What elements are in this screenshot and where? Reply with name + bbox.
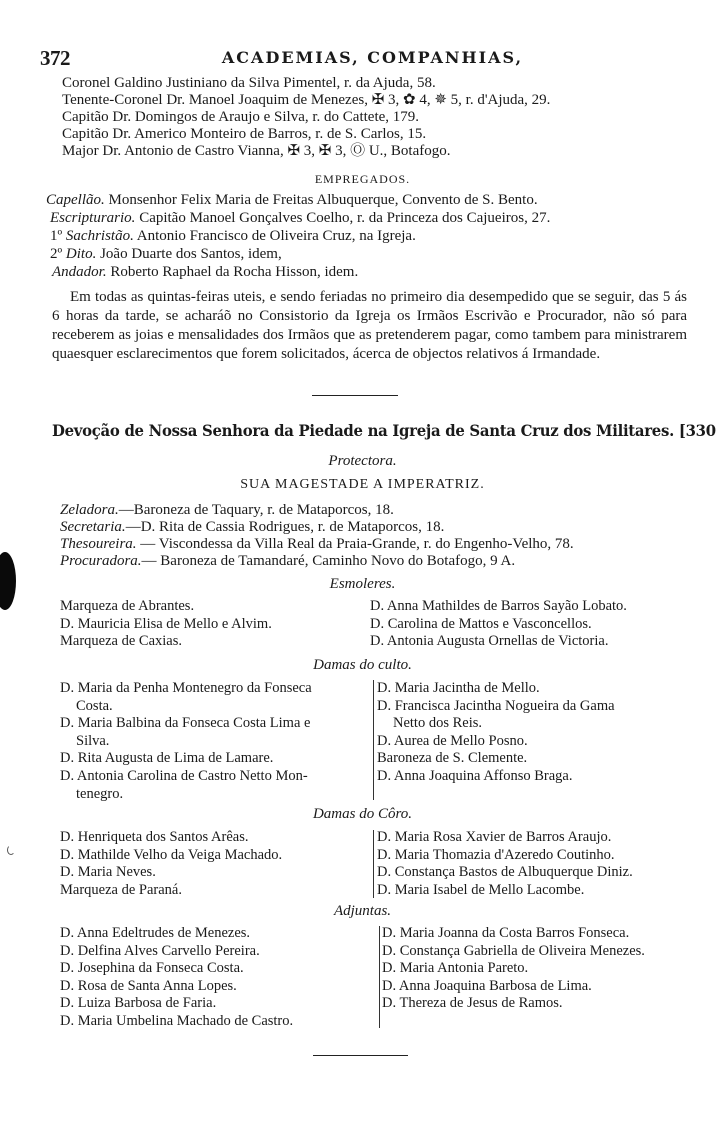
officer-line: Capitão Dr. Americo Monteiro de Barros, r. de S. Carlos, 15. bbox=[62, 126, 427, 142]
list-item: D. Henriqueta dos Santos Arêas. bbox=[60, 829, 249, 845]
list-item: D. Anna Joaquina Barbosa de Lima. bbox=[382, 977, 592, 994]
devocao-officer bbox=[60, 502, 394, 519]
section-title bbox=[52, 421, 716, 440]
esmoleres-heading: Esmoleres. bbox=[329, 576, 396, 592]
protectora-label: Protectora. bbox=[328, 453, 397, 469]
role-label: Procuradora. bbox=[60, 553, 142, 569]
adjuntas-right bbox=[382, 925, 645, 1013]
list-item: D. Maria Antonia Pareto. bbox=[382, 960, 529, 977]
list-item: D. Constança Bastos de Albuquerque Diniz. bbox=[377, 864, 633, 881]
list-item: D. Constança Gabriella de Oliveira Menezes. bbox=[382, 942, 645, 959]
section-divider bbox=[312, 395, 398, 396]
empregado-line bbox=[50, 246, 282, 263]
role-text: — Baroneza de Tamandaré, Caminho Novo do Botafogo, 9 A. bbox=[141, 553, 516, 569]
column-divider bbox=[373, 680, 374, 800]
notice-paragraph: Em todas as quintas-feiras uteis, e sendo feriadas no primeiro dia desempedido que se seguir, das 5 ás 6 horas da tarde, se acharáõ no Consistorio da Igreja os Irmãos Escrivão e Procurador, não só para receberem as joias e mensalidades dos Irmãos que as pretenderem pagar, como tambem para ministrarem quaesquer esclarecimentos que forem solicitados, ácerca de objectos relativos á Irmandade. bbox=[52, 289, 687, 362]
list-item: D. Josephina da Fonseca Costa. bbox=[60, 960, 244, 977]
list-item: D. Maria Joanna da Costa Barros Fonseca. bbox=[382, 925, 630, 941]
officer-line: Tenente-Coronel Dr. Manoel Joaquim de Menezes, ✠ 3, ✿ 4, ✵ 5, r. d'Ajuda, 29. bbox=[62, 92, 551, 108]
role-text: — Viscondessa da Villa Real da Praia-Grande, r. do Engenho-Velho, 78. bbox=[140, 536, 574, 552]
list-item-continued: Costa. bbox=[76, 697, 113, 714]
role-label: Thesoureira. bbox=[60, 536, 137, 552]
empregados-heading: EMPREGADOS. bbox=[314, 172, 411, 186]
list-item: D. Delfina Alves Carvello Pereira. bbox=[60, 942, 260, 959]
list-item: D. Carolina de Mattos e Vasconcellos. bbox=[370, 615, 592, 632]
role-text: Capitão Manoel Gonçalves Coelho, r. da Princeza dos Cajueiros, 27. bbox=[139, 210, 551, 226]
role-label: Sachristão. bbox=[65, 228, 134, 244]
role-text: —Baroneza de Taquary, r. de Mataporcos, 18. bbox=[118, 502, 394, 518]
list-item: D. Anna Edeltrudes de Menezes. bbox=[60, 925, 251, 941]
list-item: D. Antonia Carolina de Castro Netto Mon- bbox=[60, 767, 308, 784]
devocao-officer bbox=[60, 553, 515, 570]
devocao-officer bbox=[60, 536, 574, 553]
damas-coro-left bbox=[60, 829, 282, 899]
running-head: ACADEMIAS, COMPANHIAS, bbox=[221, 48, 524, 67]
list-item: D. Maria Isabel de Mello Lacombe. bbox=[377, 881, 585, 898]
devocao-officer bbox=[60, 519, 444, 536]
column-divider bbox=[379, 926, 380, 1028]
list-item-continued: Netto dos Reis. bbox=[393, 715, 483, 732]
adjuntas-heading: Adjuntas. bbox=[333, 903, 392, 919]
damas-culto-left bbox=[60, 680, 370, 803]
role-text: Roberto Raphael da Rocha Hisson, idem. bbox=[110, 264, 359, 280]
list-item: D. Anna Mathildes de Barros Sayão Lobato. bbox=[370, 598, 627, 614]
column-divider bbox=[373, 830, 374, 898]
ordinal: 2º bbox=[50, 246, 63, 262]
list-item: D. Anna Joaquina Affonso Braga. bbox=[377, 767, 573, 784]
adjuntas-left bbox=[60, 925, 293, 1031]
role-label: Secretaria. bbox=[60, 519, 126, 535]
role-text: Monsenhor Felix Maria de Freitas Albuquerque, Convento de S. Bento. bbox=[108, 192, 538, 208]
page-number: 372 bbox=[40, 46, 70, 70]
list-item: D. Maria Umbelina Machado de Castro. bbox=[60, 1012, 294, 1029]
list-item: D. Luiza Barbosa de Faria. bbox=[60, 995, 217, 1012]
ordinal: 1º bbox=[50, 228, 63, 244]
role-text: João Duarte dos Santos, idem, bbox=[100, 246, 282, 262]
officer-line: Major Dr. Antonio de Castro Vianna, ✠ 3, ✠ 3, Ⓞ U., Botafogo. bbox=[62, 143, 451, 159]
role-label: Escripturario. bbox=[50, 210, 136, 226]
empregado-line bbox=[46, 192, 538, 209]
list-item: D. Rita Augusta de Lima de Lamare. bbox=[60, 750, 274, 767]
officer-line: Coronel Galdino Justiniano da Silva Pimentel, r. da Ajuda, 58. bbox=[62, 75, 436, 91]
stray-mark bbox=[7, 845, 15, 855]
list-item: D. Maria Neves. bbox=[60, 864, 156, 881]
list-item: D. Maria Jacintha de Mello. bbox=[377, 680, 540, 696]
empregado-line bbox=[52, 264, 358, 281]
list-item: D. Maria Rosa Xavier de Barros Araujo. bbox=[377, 829, 612, 845]
role-label: Capellão. bbox=[46, 192, 105, 208]
list-item: D. Thereza de Jesus de Ramos. bbox=[382, 995, 563, 1012]
list-item: D. Maria da Penha Montenegro da Fonseca bbox=[60, 680, 312, 696]
esmoleres-left bbox=[60, 598, 272, 651]
esmoleres-right bbox=[370, 598, 627, 651]
damas-coro-right bbox=[377, 829, 633, 899]
list-item: D. Maria Thomazia d'Azeredo Coutinho. bbox=[377, 846, 615, 863]
damas-culto-heading: Damas do culto. bbox=[313, 657, 412, 673]
list-item: Marqueza de Paraná. bbox=[60, 881, 182, 898]
list-item: D. Aurea de Mello Posno. bbox=[377, 732, 528, 749]
list-item: Baroneza de S. Clemente. bbox=[377, 750, 528, 767]
role-label: Zeladora. bbox=[60, 502, 119, 518]
empregado-line bbox=[50, 210, 550, 227]
list-item: D. Francisca Jacintha Nogueira da Gama bbox=[377, 697, 615, 714]
role-text: —D. Rita de Cassia Rodrigues, r. de Mataporcos, 18. bbox=[125, 519, 445, 535]
list-item-continued: Silva. bbox=[76, 732, 110, 749]
protectora-name: SUA MAGESTADE A IMPERATRIZ. bbox=[240, 477, 485, 492]
role-text: Antonio Francisco de Oliveira Cruz, na Igreja. bbox=[136, 228, 416, 244]
end-divider bbox=[313, 1055, 408, 1056]
damas-culto-right bbox=[377, 680, 615, 786]
damas-coro-heading: Damas do Côro. bbox=[312, 806, 413, 822]
list-item: D. Mauricia Elisa de Mello e Alvim. bbox=[60, 615, 272, 632]
empregado-line bbox=[50, 228, 416, 245]
list-item: Marqueza de Abrantes. bbox=[60, 598, 195, 614]
list-item: D. Antonia Augusta Ornellas de Victoria. bbox=[370, 633, 609, 650]
section-title-text: Devoção de Nossa Senhora da Piedade na Igreja de Santa Cruz dos Militares. bbox=[52, 421, 674, 440]
list-item: D. Rosa de Santa Anna Lopes. bbox=[60, 977, 237, 994]
role-label: Andador. bbox=[52, 264, 107, 280]
list-item-continued: tenegro. bbox=[76, 785, 124, 802]
list-item: D. Maria Balbina da Fonseca Costa Lima e bbox=[60, 715, 311, 732]
officer-line: Capitão Dr. Domingos de Araujo e Silva, r. do Cattete, 179. bbox=[62, 109, 420, 125]
list-item: D. Mathilde Velho da Veiga Machado. bbox=[60, 846, 283, 863]
section-number: [330 bbox=[678, 421, 716, 440]
role-label: Dito. bbox=[65, 246, 97, 262]
list-item: Marqueza de Caxias. bbox=[60, 633, 182, 650]
